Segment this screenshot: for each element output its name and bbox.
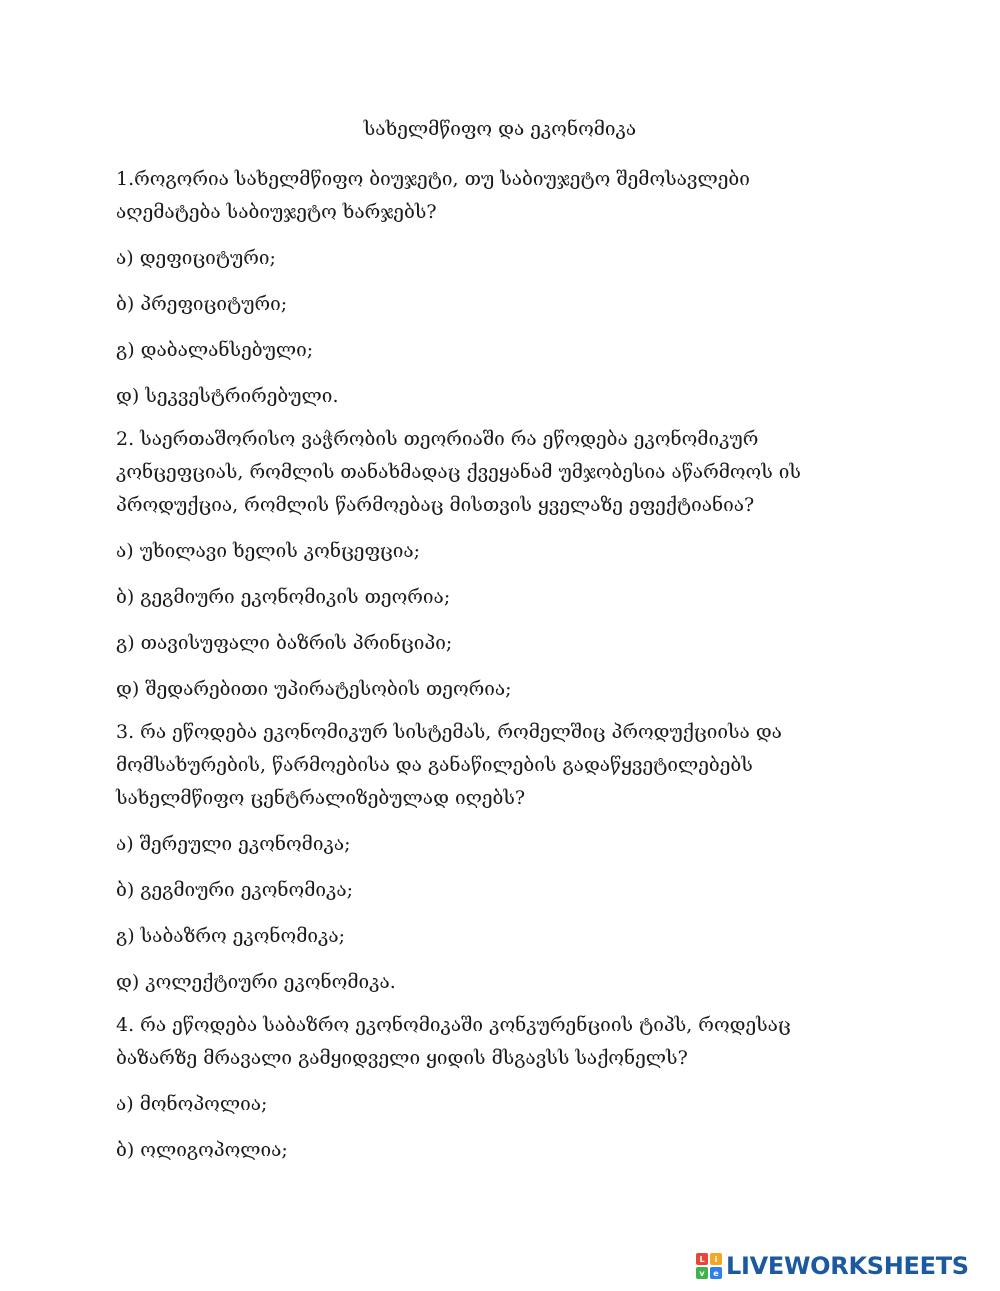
question-2-text-line-2: კონცეფციას, რომლის თანახმადაც ქვეყანამ უმჯობესია აწარმოოს ის xyxy=(116,461,801,483)
question-1-text-line-1: 1.როგორია სახელმწიფო ბიუჯეტი, თუ საბიუჯეტო შემოსავლები xyxy=(116,168,750,190)
question-4-option-b: ბ) ოლიგოპოლია; xyxy=(116,1139,288,1161)
question-3-text-line-2: მომსახურების, წარმოებისა და განაწილების გადაწყვეტილებებს xyxy=(116,754,753,776)
question-2-text-line-3: პროდუქცია, რომლის წარმოებაც მისთვის ყველაზე ეფექტიანია? xyxy=(116,494,755,516)
question-2-option-b: ბ) გეგმიური ეკონომიკის თეორია; xyxy=(116,586,451,608)
question-1-option-g: გ) დაბალანსებული; xyxy=(116,339,314,361)
liveworksheets-logo xyxy=(696,1252,969,1280)
question-4-text-line-1: 4. რა ეწოდება საბაზრო ეკონომიკაში კონკურენციის ტიპს, როდესაც xyxy=(116,1014,791,1036)
question-4-text-line-2: ბაზარზე მრავალი გამყიდველი ყიდის მსგავსს საქონელს? xyxy=(116,1047,688,1069)
question-3-option-a: ა) შერეული ეკონომიკა; xyxy=(116,833,351,855)
question-4-option-a: ა) მონოპოლია; xyxy=(116,1093,268,1115)
question-1-option-d: დ) სეკვესტრირებული. xyxy=(116,385,339,407)
logo-block-e: e xyxy=(710,1267,722,1279)
question-2-option-g: გ) თავისუფალი ბაზრის პრინციპი; xyxy=(116,632,453,654)
logo-block-v: v xyxy=(696,1267,708,1279)
logo-block-i: i xyxy=(710,1253,722,1265)
question-1-text-line-2: აღემატება საბიუჯეტო ხარჯებს? xyxy=(116,201,437,223)
question-2-option-d: დ) შედარებითი უპირატესობის თეორია; xyxy=(116,678,512,700)
question-3-option-g: გ) საბაზრო ეკონომიკა; xyxy=(116,925,346,947)
question-3-text-line-3: სახელმწიფო ცენტრალიზებულად იღებს? xyxy=(116,787,526,809)
question-3-text-line-1: 3. რა ეწოდება ეკონომიკურ სისტემას, რომელშიც პროდუქციისა და xyxy=(116,721,782,743)
logo-blocks-icon xyxy=(696,1253,722,1279)
question-3-option-d: დ) კოლექტიური ეკონომიკა. xyxy=(116,971,396,993)
logo-block-l: L xyxy=(696,1253,708,1265)
question-2-text-line-1: 2. საერთაშორისო ვაჭრობის თეორიაში რა ეწოდება ეკონომიკურ xyxy=(116,428,759,450)
question-1-option-b: ბ) პრეფიციტური; xyxy=(116,293,288,315)
logo-text: LIVEWORKSHEETS xyxy=(726,1252,969,1280)
page-title: სახელმწიფო და ეკონომიკა xyxy=(363,118,637,140)
question-1-option-a: ა) დეფიციტური; xyxy=(116,247,276,269)
question-2-option-a: ა) უხილავი ხელის კონცეფცია; xyxy=(116,540,421,562)
question-3-option-b: ბ) გეგმიური ეკონომიკა; xyxy=(116,879,354,901)
